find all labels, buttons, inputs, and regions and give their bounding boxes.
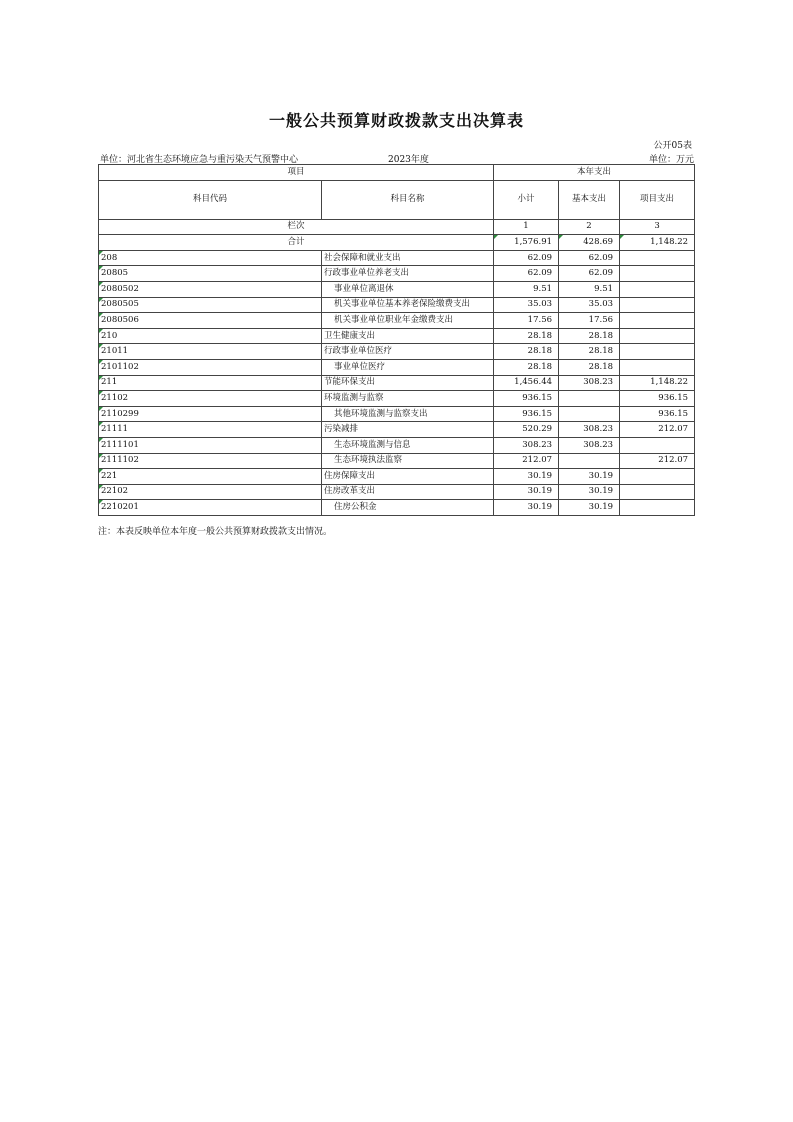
total-basic: 428.69 [559, 235, 620, 251]
item-project: 936.15 [620, 406, 695, 422]
item-basic: 28.18 [559, 344, 620, 360]
report-year: 2023年度 [388, 155, 429, 165]
table-row [99, 437, 695, 453]
item-subtotal: 936.15 [494, 406, 559, 422]
item-subtotal: 1,456.44 [494, 375, 559, 391]
table-row [99, 406, 695, 422]
item-subtotal: 936.15 [494, 391, 559, 407]
item-code: 2080505 [99, 297, 322, 313]
col-index-2: 2 [559, 219, 620, 235]
item-subtotal: 30.19 [494, 484, 559, 500]
item-subtotal: 520.29 [494, 422, 559, 438]
item-project [620, 250, 695, 266]
item-name: 其他环境监测与监察支出 [322, 406, 494, 422]
item-code: 2110299 [99, 406, 322, 422]
item-subtotal: 308.23 [494, 437, 559, 453]
table-row [99, 250, 695, 266]
table-row [99, 313, 695, 329]
item-name: 住房保障支出 [322, 469, 494, 485]
table-row [99, 344, 695, 360]
item-code: 211 [99, 375, 322, 391]
header-code: 科目代码 [99, 180, 322, 219]
item-project [620, 328, 695, 344]
item-project: 212.07 [620, 422, 695, 438]
item-subtotal: 30.19 [494, 500, 559, 516]
table-meta [98, 152, 694, 164]
item-name: 节能环保支出 [322, 375, 494, 391]
item-code: 2210201 [99, 500, 322, 516]
table-row [99, 422, 695, 438]
item-project [620, 437, 695, 453]
table-row [99, 281, 695, 297]
item-basic [559, 453, 620, 469]
item-code: 21011 [99, 344, 322, 360]
item-project [620, 313, 695, 329]
col-index-1: 1 [494, 219, 559, 235]
item-project: 1,148.22 [620, 375, 695, 391]
table-row [99, 500, 695, 516]
item-code: 21111 [99, 422, 322, 438]
table-row [99, 266, 695, 282]
header-row-1 [99, 165, 695, 181]
header-name: 科目名称 [322, 180, 494, 219]
header-subtotal: 小计 [494, 180, 559, 219]
item-code: 20805 [99, 266, 322, 282]
header-project: 项目 [99, 165, 494, 181]
item-code: 2080502 [99, 281, 322, 297]
item-code: 210 [99, 328, 322, 344]
item-subtotal: 35.03 [494, 297, 559, 313]
header-current-year: 本年支出 [494, 165, 695, 181]
table-row [99, 359, 695, 375]
table-row [99, 328, 695, 344]
table-row [99, 375, 695, 391]
item-project: 212.07 [620, 453, 695, 469]
item-basic: 30.19 [559, 500, 620, 516]
item-code: 2111102 [99, 453, 322, 469]
row-label: 栏次 [99, 219, 494, 235]
table-row [99, 453, 695, 469]
header-project-exp: 项目支出 [620, 180, 695, 219]
item-project [620, 281, 695, 297]
column-index-row [99, 219, 695, 235]
currency-unit: 单位：万元 [648, 155, 694, 165]
item-basic: 28.18 [559, 328, 620, 344]
reporting-unit: 单位：河北省生态环境应急与重污染天气预警中心 [100, 155, 299, 165]
item-project [620, 469, 695, 485]
item-subtotal: 28.18 [494, 344, 559, 360]
item-subtotal: 28.18 [494, 328, 559, 344]
item-name: 事业单位医疗 [322, 359, 494, 375]
item-name: 事业单位离退休 [322, 281, 494, 297]
item-basic: 9.51 [559, 281, 620, 297]
item-code: 2101102 [99, 359, 322, 375]
item-project [620, 297, 695, 313]
item-name: 住房公积金 [322, 500, 494, 516]
item-code: 221 [99, 469, 322, 485]
item-name: 生态环境监测与信息 [322, 437, 494, 453]
item-code: 2080506 [99, 313, 322, 329]
header-basic: 基本支出 [559, 180, 620, 219]
item-basic: 62.09 [559, 250, 620, 266]
expenditure-table [98, 164, 695, 516]
item-code: 21102 [99, 391, 322, 407]
item-basic: 308.23 [559, 375, 620, 391]
total-project: 1,148.22 [620, 235, 695, 251]
item-basic: 28.18 [559, 359, 620, 375]
item-basic: 30.19 [559, 469, 620, 485]
item-name: 行政事业单位养老支出 [322, 266, 494, 282]
total-row [99, 235, 695, 251]
document-number: 公开05表 [653, 141, 692, 151]
col-index-3: 3 [620, 219, 695, 235]
total-label: 合计 [99, 235, 494, 251]
item-code: 22102 [99, 484, 322, 500]
item-subtotal: 212.07 [494, 453, 559, 469]
item-project [620, 344, 695, 360]
item-subtotal: 17.56 [494, 313, 559, 329]
item-project [620, 484, 695, 500]
item-basic: 30.19 [559, 484, 620, 500]
table-row [99, 297, 695, 313]
item-basic: 35.03 [559, 297, 620, 313]
item-subtotal: 30.19 [494, 469, 559, 485]
item-basic: 62.09 [559, 266, 620, 282]
item-subtotal: 62.09 [494, 250, 559, 266]
item-name: 环境监测与监察 [322, 391, 494, 407]
total-subtotal: 1,576.91 [494, 235, 559, 251]
item-code: 2111101 [99, 437, 322, 453]
item-project [620, 266, 695, 282]
table-row [99, 469, 695, 485]
item-name: 机关事业单位基本养老保险缴费支出 [322, 297, 494, 313]
item-name: 生态环境执法监察 [322, 453, 494, 469]
page-title: 一般公共预算财政拨款支出决算表 [268, 111, 524, 130]
item-name: 污染减排 [322, 422, 494, 438]
item-name: 住房改革支出 [322, 484, 494, 500]
item-project [620, 500, 695, 516]
item-project [620, 359, 695, 375]
item-basic [559, 391, 620, 407]
item-basic: 17.56 [559, 313, 620, 329]
item-basic: 308.23 [559, 437, 620, 453]
item-name: 社会保障和就业支出 [322, 250, 494, 266]
item-name: 行政事业单位医疗 [322, 344, 494, 360]
item-project: 936.15 [620, 391, 695, 407]
item-code: 208 [99, 250, 322, 266]
item-subtotal: 9.51 [494, 281, 559, 297]
item-subtotal: 28.18 [494, 359, 559, 375]
item-name: 卫生健康支出 [322, 328, 494, 344]
item-basic: 308.23 [559, 422, 620, 438]
table-row [99, 391, 695, 407]
footnote: 注：本表反映单位本年度一般公共预算财政拨款支出情况。 [98, 527, 333, 537]
table-row [99, 484, 695, 500]
item-basic [559, 406, 620, 422]
item-name: 机关事业单位职业年金缴费支出 [322, 313, 494, 329]
item-subtotal: 62.09 [494, 266, 559, 282]
header-row-2 [99, 180, 695, 219]
